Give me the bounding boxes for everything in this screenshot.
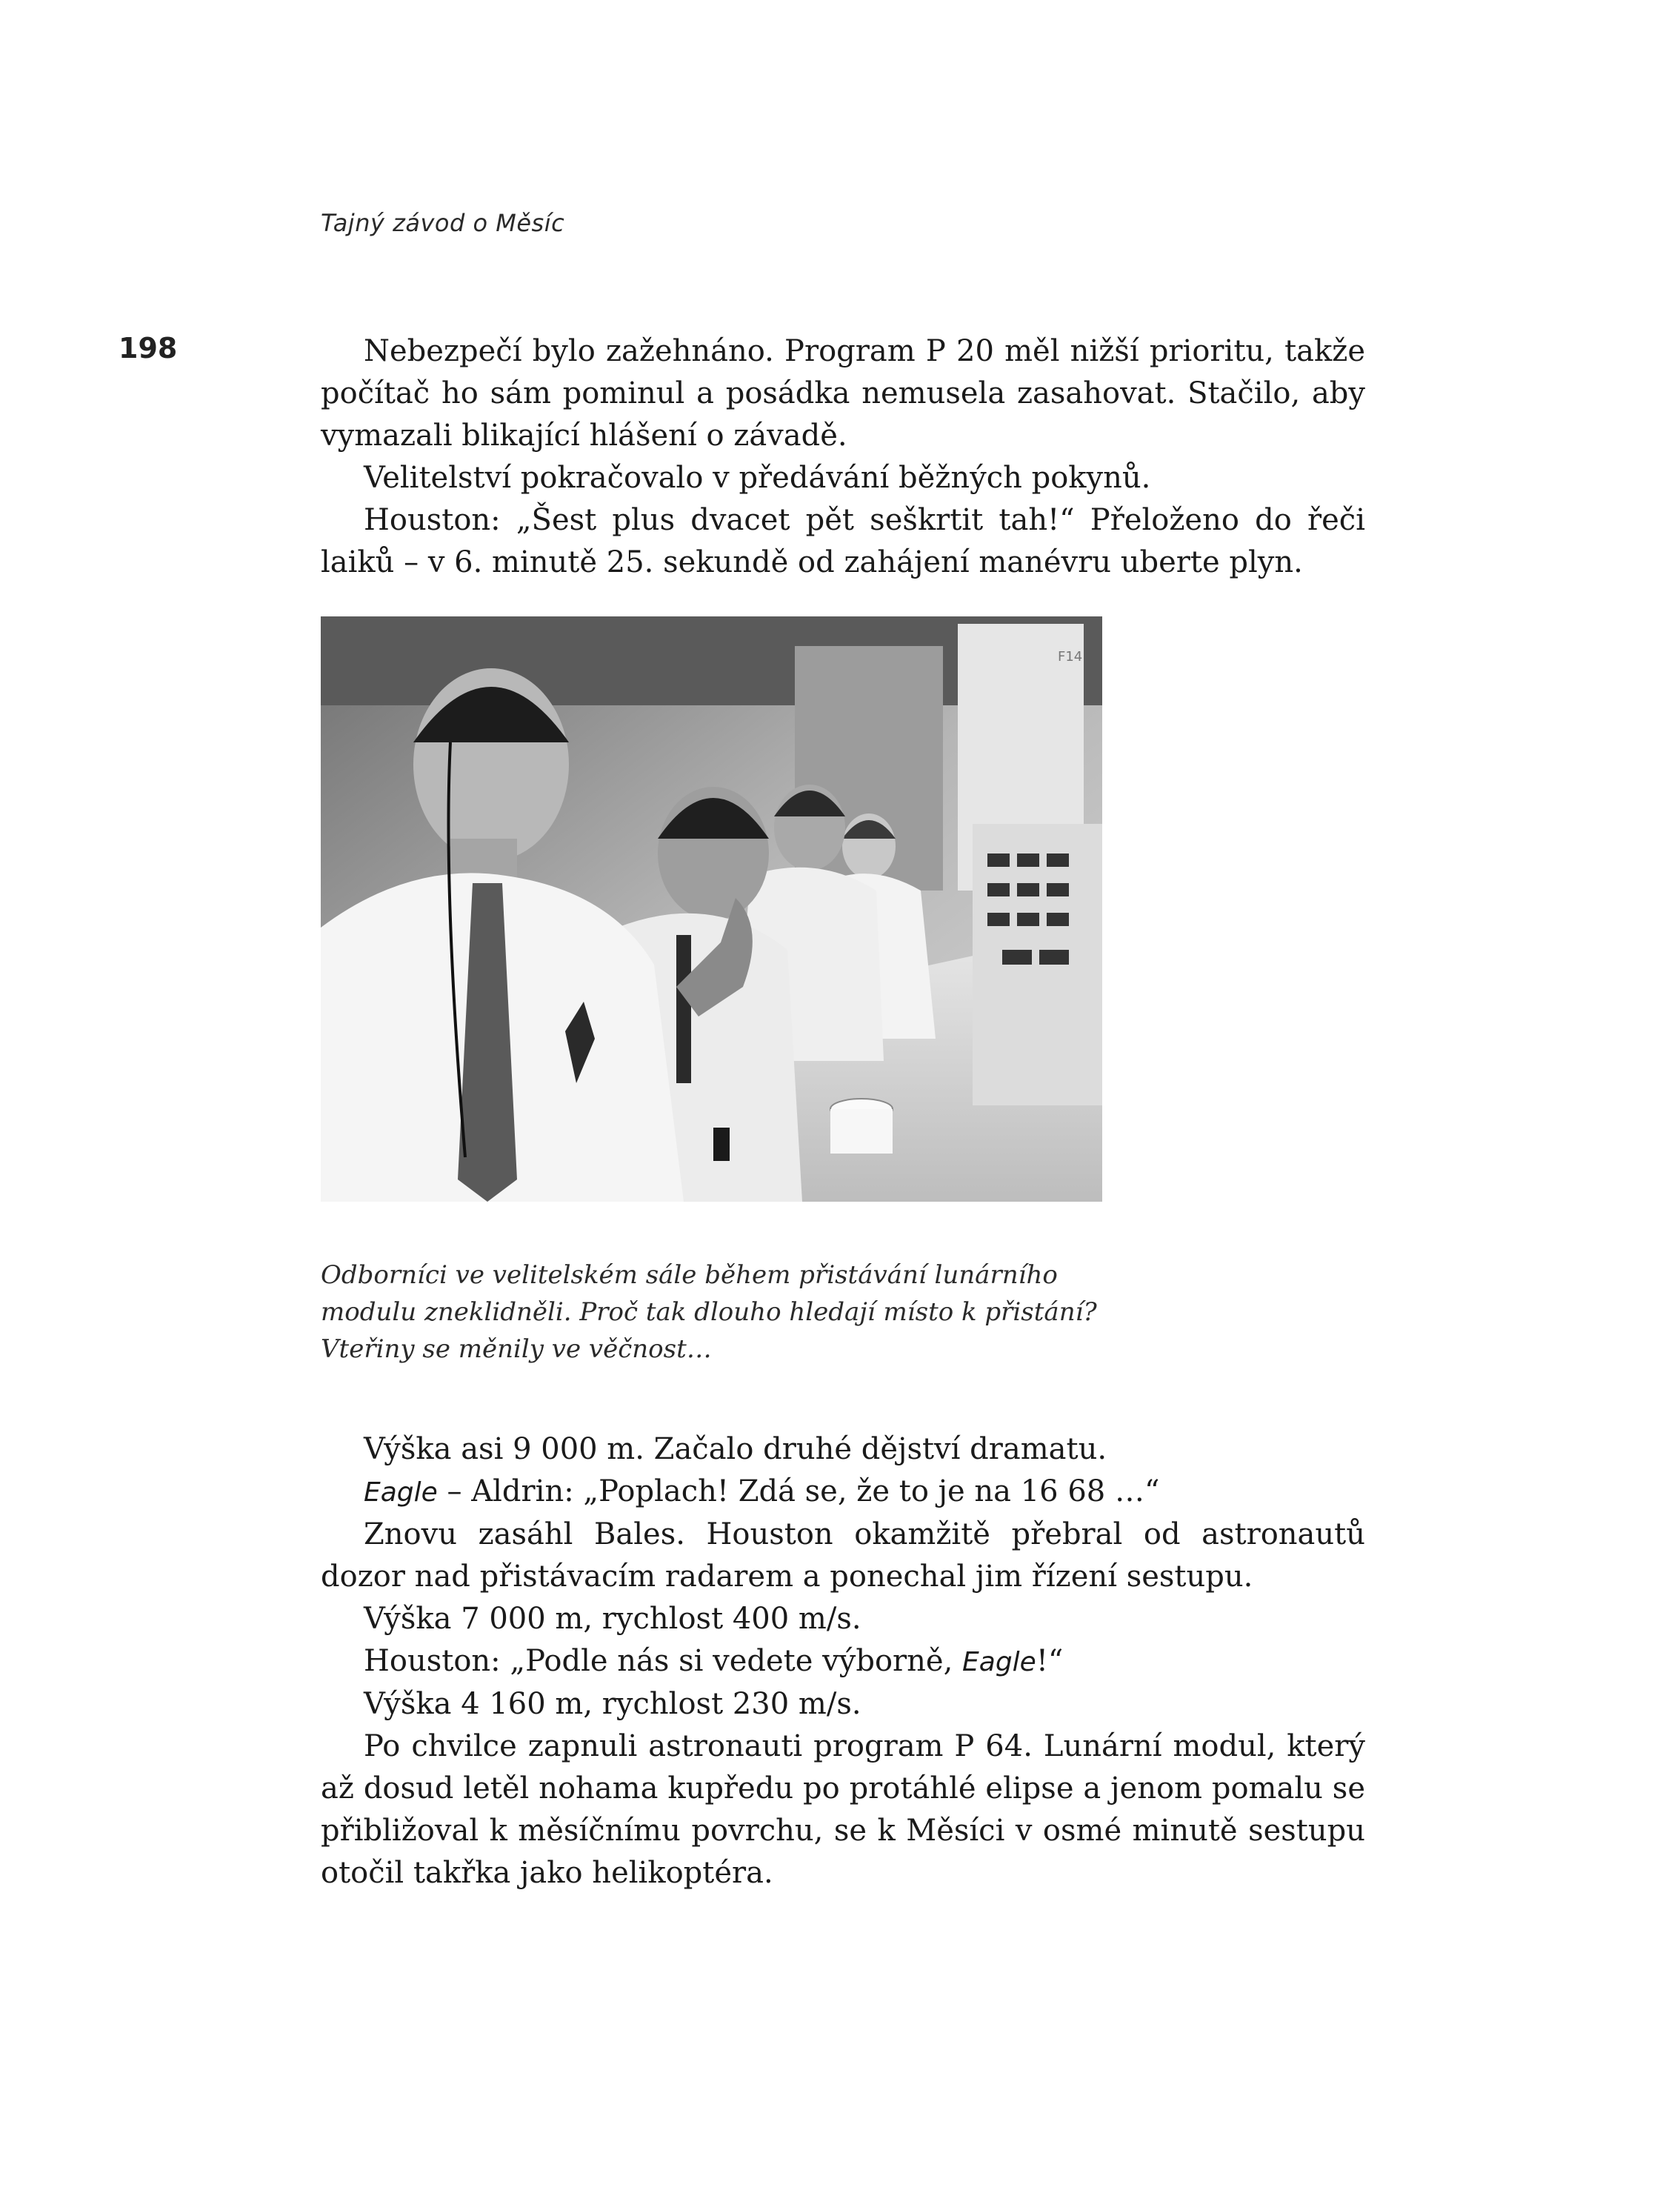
name-eagle: Eagle: [962, 1647, 1036, 1677]
paragraph-text: !“: [1036, 1644, 1064, 1678]
caption-line: Vteřiny se měnily ve věčnost…: [321, 1334, 712, 1364]
body-text-upper: [321, 330, 1365, 584]
paragraph: Výška 4 160 m, rychlost 230 m/s.: [364, 1687, 861, 1721]
paragraph: Nebezpečí bylo zažehnáno. Program P 20 měl nižší prioritu, takže počítač ho sám pominul a posádka nemusela zasahovat. Stačilo, aby vymazali blikající hlášení o závadě.: [321, 334, 1365, 453]
paragraph: Znovu zasáhl Bales. Houston okamžitě přebral od astronautů dozor nad přistávacím radarem a ponechal jim řízení sestupu.: [321, 1517, 1365, 1594]
paragraph: Velitelství pokračovalo v předávání běžných pokynů.: [364, 461, 1151, 495]
paragraph: Výška asi 9 000 m. Začalo druhé dějství dramatu.: [364, 1432, 1107, 1466]
paragraph: Po chvilce zapnuli astronauti program P 64. Lunární modul, který až dosud letěl nohama kupředu po protáhlé elipse a jenom pomalu se přibližoval k měsíčnímu povrchu, se k Měsíci v osmé minutě sestupu otočil takřka jako helikoptéra.: [321, 1729, 1365, 1890]
caption-line: Odborníci ve velitelském sále během přistávání lunárního: [321, 1260, 1058, 1290]
body-text-lower: [321, 1428, 1365, 1894]
photo-caption: [321, 1257, 1210, 1368]
running-head: Tajný závod o Měsíc: [321, 209, 565, 237]
wall-sign: F14: [1058, 649, 1083, 665]
paragraph: Houston: „Šest plus dvacet pět seškrtit tah!“ Přeloženo do řeči laiků – v 6. minutě 25. sekundě od zahájení manévru uberte plyn.: [321, 503, 1365, 579]
mission-control-photo: [321, 616, 1102, 1202]
speaker-eagle: Eagle: [364, 1477, 438, 1508]
paragraph: Výška 7 000 m, rychlost 400 m/s.: [364, 1602, 861, 1636]
paragraph: [321, 1471, 1365, 1514]
paragraph-text: – Aldrin: „Poplach! Zdá se, že to je na 16 68 …“: [437, 1474, 1160, 1508]
paragraph: [321, 1640, 1365, 1683]
caption-line: modulu zneklidněli. Proč tak dlouho hledají místo k přistání?: [321, 1297, 1097, 1327]
page-number: 198: [119, 332, 178, 365]
paragraph-text: Houston: „Podle nás si vedete výborně,: [364, 1644, 963, 1678]
